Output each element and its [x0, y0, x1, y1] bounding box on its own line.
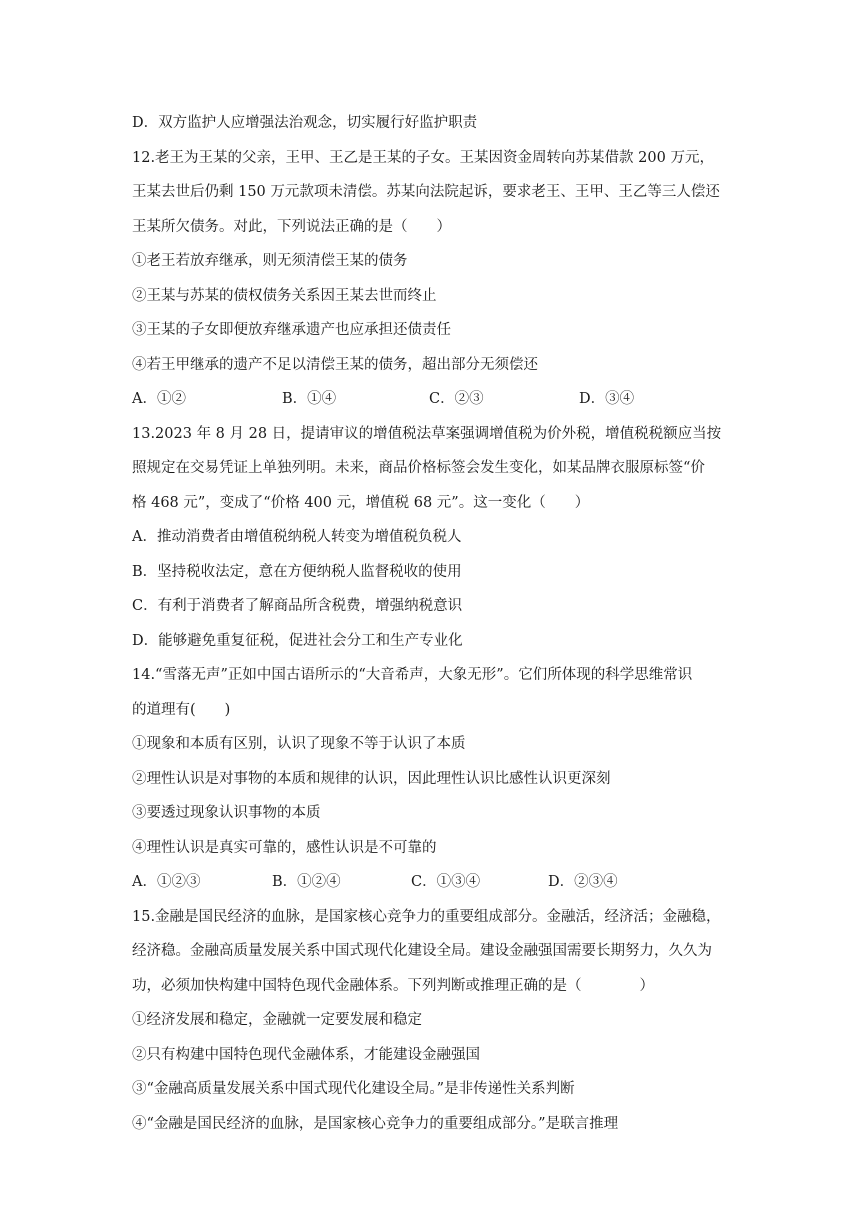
- question-13: [132, 417, 732, 659]
- q12-stem-line-3: 王某所欠债务。对此，下列说法正确的是（ ）: [132, 218, 451, 235]
- q14-option-d: D．②③④: [548, 874, 618, 890]
- q12-statement-1: ①老王若放弃继承，则无须清偿王某的债务: [132, 253, 408, 269]
- q15-statement-2: ②只有构建中国特色现代金融体系，才能建设金融强国: [132, 1046, 480, 1063]
- question-15: [132, 900, 732, 1142]
- q14-statement-4: ④理性认识是真实可靠的，感性认识是不可靠的: [132, 839, 437, 856]
- q12-option-b: B．①④: [282, 391, 337, 407]
- q12-statement-4: ④若王甲继承的遗产不足以清偿王某的债务，超出部分无须偿还: [132, 356, 538, 373]
- q13-stem-line-3: 格 468 元”，变成了“价格 400 元，增值税 68 元”。这一变化（ ）: [132, 494, 590, 511]
- q12-statement-2: ②王某与苏某的债权债务关系因王某去世而终止: [132, 287, 437, 304]
- q15-stem-line-2: 经济稳。金融高质量发展关系中国式现代化建设全局。建设金融强国需要长期努力，久久为: [132, 943, 712, 959]
- q14-stem-line-1: 14.“雪落无声”正如中国古语所示的“大音希声，大象无形”。它们所体现的科学思维常识: [132, 667, 693, 683]
- q14-statement-3: ③要透过现象认识事物的本质: [132, 805, 321, 821]
- q14-option-a: A．①②③: [132, 874, 201, 890]
- q15-stem-line-1: 15.金融是国民经济的血脉，是国家核心竞争力的重要组成部分。金融活，经济活；金融稳，: [132, 908, 721, 925]
- q12-option-c: C．②③: [429, 391, 484, 407]
- q15-statement-4: ④“金融是国民经济的血脉，是国家核心竞争力的重要组成部分。”是联言推理: [132, 1115, 619, 1132]
- question-12: [132, 141, 732, 417]
- q13-option-d: D．能够避免重复征税，促进社会分工和生产专业化: [132, 632, 463, 649]
- q14-statement-1: ①现象和本质有区别，认识了现象不等于认识了本质: [132, 736, 466, 752]
- q15-stem-line-3: 功，必须加快构建中国特色现代金融体系。下列判断或推理正确的是（ ）: [132, 977, 654, 994]
- q12-stem-line-1: 12.老王为王某的父亲，王甲、王乙是王某的子女。王某因资金周转向苏某借款 200 万元，: [132, 149, 714, 166]
- question-14: [132, 658, 732, 900]
- q14-options: [132, 865, 732, 900]
- q13-option-b: B．坚持税收法定，意在方便纳税人监督税收的使用: [132, 563, 462, 580]
- q13-stem-line-1: 13.2023 年 8 月 28 日，提请审议的增值税法草案强调增值税为价外税，增值税税额应当按: [132, 425, 722, 442]
- q13-option-c: C．有利于消费者了解商品所含税费，增强纳税意识: [132, 598, 463, 614]
- q12-stem-line-2: 王某去世后仍剩 150 万元款项未清偿。苏某向法院起诉，要求老王、王甲、王乙等三人偿还: [132, 184, 720, 200]
- q12-option-d: D．③④: [579, 391, 635, 407]
- q12-option-a: A．①②: [132, 391, 186, 407]
- q14-statement-2: ②理性认识是对事物的本质和规律的认识，因此理性认识比感性认识更深刻: [132, 770, 611, 787]
- q12-options: [132, 382, 732, 417]
- q13-stem-line-2: 照规定在交易凭证上单独列明。未来，商品价格标签会发生变化，如某品牌衣服原标签“价: [132, 460, 705, 476]
- page-content: [132, 106, 732, 1141]
- q14-option-c: C．①③④: [411, 874, 481, 890]
- q14-stem-line-2: 的道理有( ): [132, 701, 231, 718]
- q15-statement-3: ③“金融高质量发展关系中国式现代化建设全局。”是非传递性关系判断: [132, 1081, 575, 1097]
- q13-option-a: A．推动消费者由增值税纳税人转变为增值税负税人: [132, 529, 462, 545]
- q12-statement-3: ③王某的子女即便放弃继承遗产也应承担还债责任: [132, 322, 451, 338]
- q14-option-b: B．①②④: [272, 874, 341, 890]
- q11-option-d: D．双方监护人应增强法治观念，切实履行好监护职责: [132, 115, 478, 131]
- q15-statement-1: ①经济发展和稳定，金融就一定要发展和稳定: [132, 1012, 422, 1028]
